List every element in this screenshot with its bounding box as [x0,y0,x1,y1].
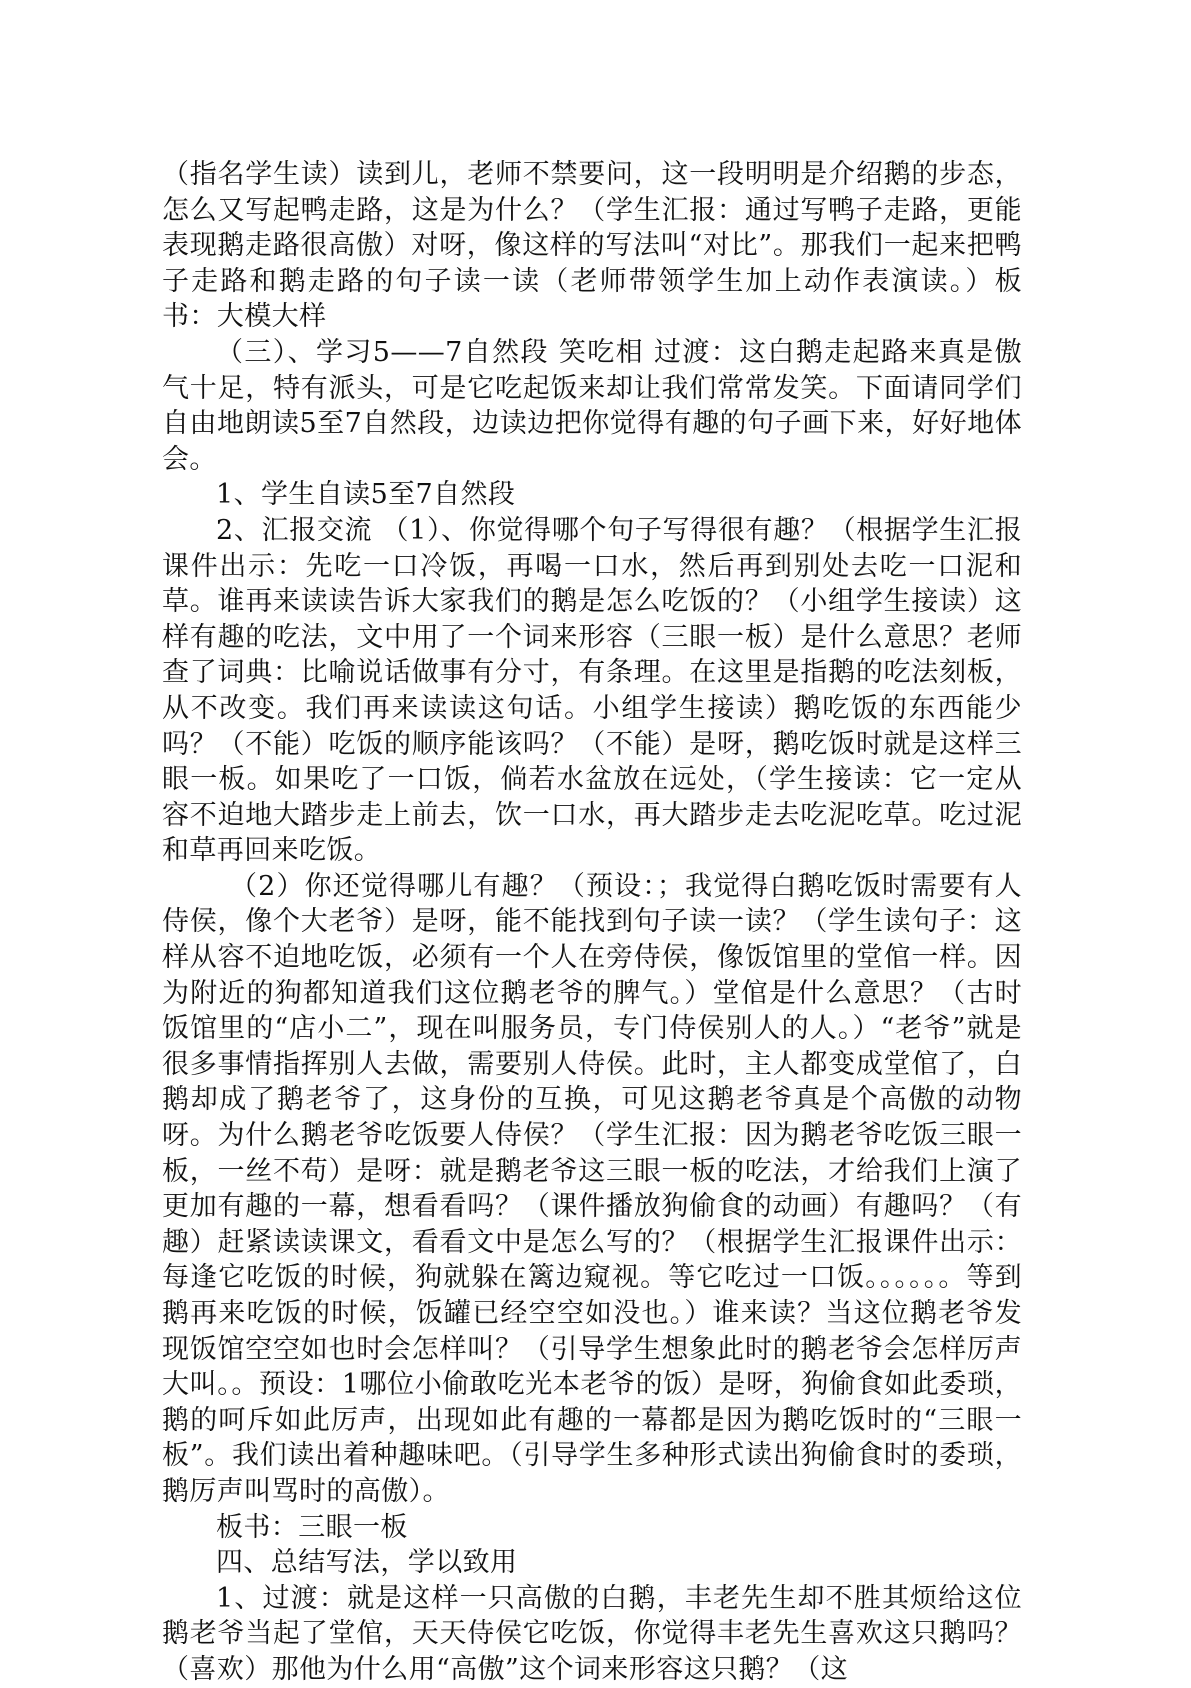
paragraph-section-four: 四、总结写法，学以致用 [216,1547,518,1579]
paragraph-board-note: 板书：三眼一板 [216,1511,408,1543]
paragraph-point-two: （2）你还觉得哪儿有趣？（预设：；我觉得白鹅吃饭时需要有人侍侯，像个大老爷）是呀，能不能找到句子读一读？（学生读句子：这样从容不迫地吃饭，必须有一个人在旁侍侯，像饭馆里的堂倌一样。因为附近的狗都知道我们这位鹅老爷的脾气。）堂倌是什么意思？（古时饭馆里的“店小二”，现在叫服务员，专门侍侯别人的人。）“老爷”就是很多事情指挥别人去做，需要别人侍侯。此时，主人都变成堂倌了，白鹅却成了鹅老爷了，这身份的互换，可见这鹅老爷真是个高傲的动物呀。为什么鹅老爷吃饭要人侍侯？（学生汇报：因为鹅老爷吃饭三眼一板，一丝不苟）是呀：就是鹅老爷这三眼一板的吃法，才给我们上演了更加有趣的一幕，想看看吗？（课件播放狗偷食的动画）有趣吗？（有趣）赶紧读读课文，看看文中是怎么写的？（根据学生汇报课件出示：每逢它吃饭的时候，狗就躲在篱边窥视。等它吃过一口饭。。。。。。等到鹅再来吃饭的时候，饭罐已经空空如没也。）谁来读？当这位鹅老爷发现饭馆空空如也时会怎样叫？（引导学生想象此时的鹅老爷会怎样厉声大叫。。预设：1哪位小偷敢吃光本老爷的饭）是呀，狗偷食如此委琐，鹅的呵斥如此厉声，出现如此有趣的一幕都是因为鹅吃饭时的“三眼一板”。我们读出着种趣味吧。（引导学生多种形式读出狗偷食时的委琐，鹅厉声叫骂时的高傲）。 [162,870,1022,1507]
document-page [162,157,1022,1685]
paragraph-transition: 1、过渡：就是这样一只高傲的白鹅，丰老先生却不胜其烦给这位鹅老爷当起了堂倌，天天侍侯它吃饭，你觉得丰老先生喜欢这只鹅吗？（喜欢）那他为什么用“高傲”这个词来形容这只鹅？（这 [162,1582,1022,1685]
paragraph-section-three: （三）、学习5——7自然段 笑吃相 过渡：这白鹅走起路来真是傲气十足，特有派头，可是它吃起饭来却让我们常常发笑。下面请同学们自由地朗读5至7自然段，边读边把你觉得有趣的句子画下来，好好地体会。 [162,336,1022,475]
paragraph-step-one: 1、学生自读5至7自然段 [216,479,516,511]
paragraph-step-two: 2、汇报交流 （1）、你觉得哪个句子写得很有趣？（根据学生汇报课件出示：先吃一口冷饭，再喝一口水，然后再到别处去吃一口泥和草。谁再来读读告诉大家我们的鹅是怎么吃饭的？（小组学生接读）这样有趣的吃法，文中用了一个词来形容（三眼一板）是什么意思？老师查了词典：比喻说话做事有分寸，有条理。在这里是指鹅的吃法刻板，从不改变。我们再来读读这句话。小组学生接读）鹅吃饭的东西能少吗？（不能）吃饭的顺序能该吗？（不能）是呀，鹅吃饭时就是这样三眼一板。如果吃了一口饭，倘若水盆放在远处，（学生接读：它一定从容不迫地大踏步走上前去，饮一口水，再大踏步走去吃泥吃草。吃过泥和草再回来吃饭。 [162,514,1022,867]
paragraph-intro: （指名学生读）读到儿，老师不禁要问，这一段明明是介绍鹅的步态，怎么又写起鸭走路，这是为什么？（学生汇报：通过写鸭子走路，更能表现鹅走路很高傲）对呀，像这样的写法叫“对比”。那我们一起来把鸭子走路和鹅走路的句子读一读（老师带领学生加上动作表演读。）板书：大模大样 [162,159,1022,333]
